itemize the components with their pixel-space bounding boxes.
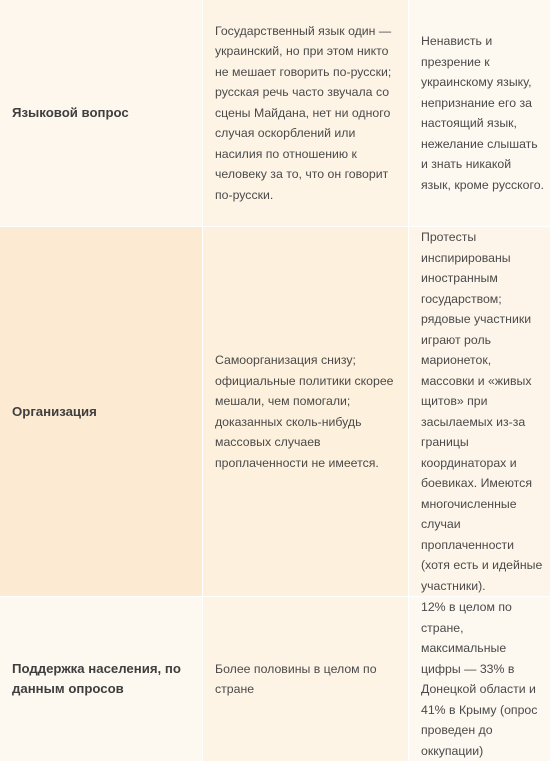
left-cell — [202, 597, 408, 762]
right-cell-text: Протесты инспирированы иностранным государством; рядовые участники играют роль марионеток, массовки и «живых щитов» при засылаемых из-за границы координаторах и боевиках. Имеются многочисленные случаи проплаченности (хотя есть и идейные участники). — [421, 230, 543, 593]
right-cell — [408, 227, 550, 597]
table-row — [0, 227, 550, 597]
row-label — [0, 597, 202, 762]
row-label-text: Поддержка населения, по данным опросов — [12, 661, 181, 696]
left-cell-text: Самоорганизация снизу; официальные политики скорее мешали, чем помогали; доказанных сколь-нибудь массовых случаев проплаченности не имеется. — [215, 353, 394, 470]
left-cell — [202, 227, 408, 597]
left-cell-text: Более половины в целом по стране — [215, 661, 377, 696]
left-cell-text: Государственный язык один — украинский, но при этом никто не мешает говорить по-русски; русская речь часто звучала со сцены Майдана, нет ни одного случая оскорблений или насилия по отношению к человеку за то, что он говорит по-русски. — [215, 23, 392, 202]
right-cell-text: Ненависть и презрение к украинскому языку, непризнание его за настоящий язык, нежелание слышать и знать никакой язык, кроме русского. — [421, 34, 544, 192]
row-label-text: Языковой вопрос — [12, 105, 129, 120]
left-cell — [202, 0, 408, 227]
table-row — [0, 597, 550, 762]
right-cell — [408, 597, 550, 762]
row-label-text: Организация — [12, 403, 97, 419]
row-label — [0, 227, 202, 597]
right-cell — [408, 0, 550, 227]
row-label — [0, 0, 202, 227]
right-cell-text: 12% в целом по стране, максимальные цифры — 33% в Донецкой области и 41% в Крыму (опрос проведен до оккупации) — [421, 600, 538, 758]
table-row — [0, 0, 550, 227]
